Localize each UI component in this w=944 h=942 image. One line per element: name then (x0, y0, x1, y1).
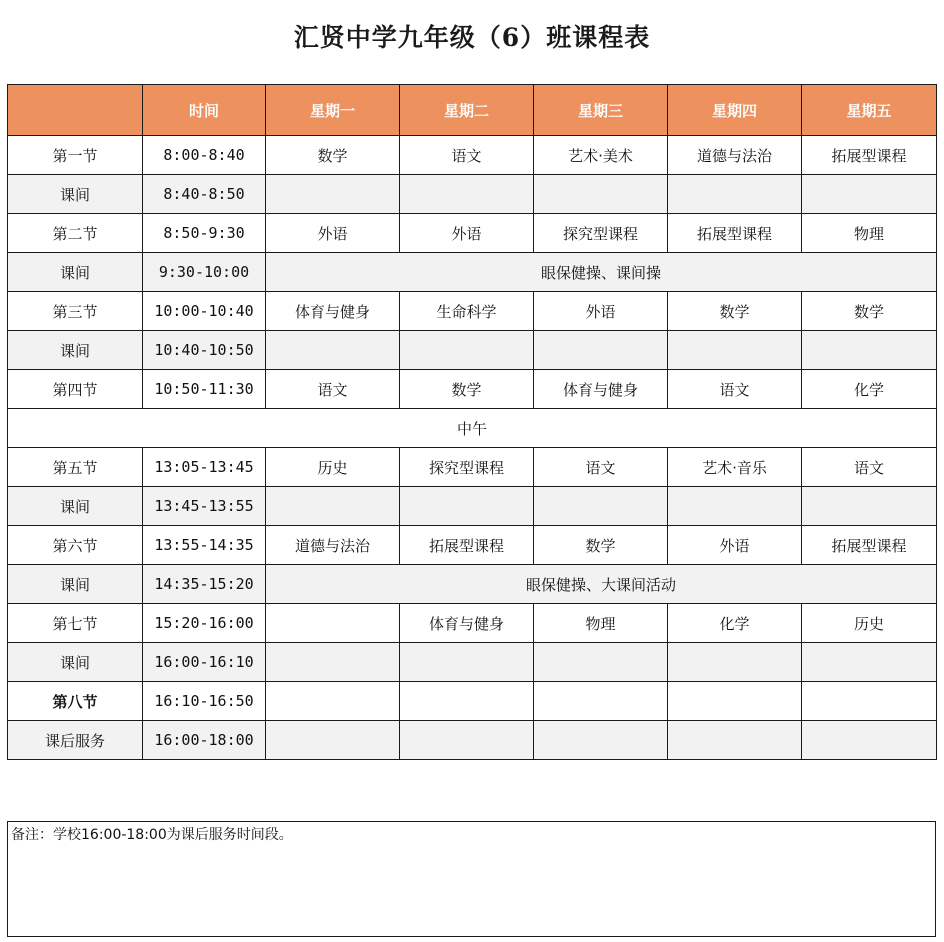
class-cell: 探究型课程 (534, 214, 668, 253)
period-time: 10:00-10:40 (143, 292, 266, 331)
class-cell (400, 643, 534, 682)
period-label: 第五节 (8, 448, 143, 487)
period-label: 第四节 (8, 370, 143, 409)
period-label: 课间 (8, 487, 143, 526)
class-cell: 艺术·音乐 (668, 448, 802, 487)
class-cell: 探究型课程 (400, 448, 534, 487)
class-cell (668, 175, 802, 214)
period-label: 课间 (8, 643, 143, 682)
header-day-fri: 星期五 (802, 85, 937, 136)
header-day-thu: 星期四 (668, 85, 802, 136)
table-row (8, 370, 937, 409)
header-day-wed: 星期三 (534, 85, 668, 136)
class-cell (802, 487, 937, 526)
class-cell: 体育与健身 (534, 370, 668, 409)
class-cell (668, 643, 802, 682)
class-cell: 物理 (534, 604, 668, 643)
class-cell: 艺术·美术 (534, 136, 668, 175)
period-label: 课间 (8, 253, 143, 292)
period-time: 16:10-16:50 (143, 682, 266, 721)
class-cell (802, 331, 937, 370)
period-label: 第三节 (8, 292, 143, 331)
table-row (8, 487, 937, 526)
class-cell (802, 721, 937, 760)
table-row (8, 448, 937, 487)
period-label: 课间 (8, 175, 143, 214)
class-cell: 语文 (534, 448, 668, 487)
period-time: 13:45-13:55 (143, 487, 266, 526)
header-time: 时间 (143, 85, 266, 136)
class-cell (802, 643, 937, 682)
class-cell (266, 682, 400, 721)
class-cell: 语文 (266, 370, 400, 409)
header-blank (8, 85, 143, 136)
period-time: 8:00-8:40 (143, 136, 266, 175)
class-cell: 拓展型课程 (802, 526, 937, 565)
class-cell: 数学 (534, 526, 668, 565)
table-row (8, 253, 937, 292)
class-cell (534, 643, 668, 682)
class-cell: 拓展型课程 (802, 136, 937, 175)
class-cell (400, 331, 534, 370)
page-title: 汇贤中学九年级（6）班课程表 (293, 23, 651, 52)
class-cell: 历史 (802, 604, 937, 643)
class-cell (668, 682, 802, 721)
header-day-mon: 星期一 (266, 85, 400, 136)
period-time: 10:40-10:50 (143, 331, 266, 370)
period-time: 8:40-8:50 (143, 175, 266, 214)
period-time: 15:20-16:00 (143, 604, 266, 643)
table-row (8, 409, 937, 448)
table-row (8, 565, 937, 604)
class-cell: 语文 (802, 448, 937, 487)
class-cell (534, 175, 668, 214)
class-cell (400, 721, 534, 760)
period-label: 课间 (8, 565, 143, 604)
period-time: 14:35-15:20 (143, 565, 266, 604)
class-cell (266, 643, 400, 682)
table-row (8, 136, 937, 175)
class-cell (266, 175, 400, 214)
class-cell (400, 487, 534, 526)
class-cell: 体育与健身 (266, 292, 400, 331)
table-row (8, 214, 937, 253)
period-label: 第二节 (8, 214, 143, 253)
class-cell: 数学 (266, 136, 400, 175)
noon-break-cell: 中午 (8, 409, 937, 448)
class-cell: 化学 (802, 370, 937, 409)
period-label: 课间 (8, 331, 143, 370)
class-cell (266, 487, 400, 526)
class-cell: 生命科学 (400, 292, 534, 331)
header-day-tue: 星期二 (400, 85, 534, 136)
table-row (8, 721, 937, 760)
class-cell (266, 331, 400, 370)
table-row (8, 292, 937, 331)
merged-activity-cell: 眼保健操、课间操 (266, 253, 937, 292)
class-cell: 物理 (802, 214, 937, 253)
class-cell: 历史 (266, 448, 400, 487)
class-cell: 外语 (266, 214, 400, 253)
class-cell (266, 604, 400, 643)
class-cell (668, 721, 802, 760)
class-cell: 数学 (668, 292, 802, 331)
class-cell (534, 331, 668, 370)
period-time: 10:50-11:30 (143, 370, 266, 409)
class-cell (266, 721, 400, 760)
class-cell (802, 682, 937, 721)
header-row (8, 85, 937, 136)
table-row (8, 526, 937, 565)
class-cell (400, 682, 534, 721)
class-cell: 语文 (400, 136, 534, 175)
period-time: 16:00-16:10 (143, 643, 266, 682)
class-cell: 道德与法治 (266, 526, 400, 565)
period-time: 9:30-10:00 (143, 253, 266, 292)
class-cell: 语文 (668, 370, 802, 409)
class-cell (668, 487, 802, 526)
class-cell (802, 175, 937, 214)
class-cell: 外语 (668, 526, 802, 565)
class-cell (400, 175, 534, 214)
class-cell: 外语 (400, 214, 534, 253)
class-cell (534, 487, 668, 526)
class-cell: 拓展型课程 (668, 214, 802, 253)
table-row (8, 682, 937, 721)
class-cell: 化学 (668, 604, 802, 643)
class-cell (668, 331, 802, 370)
class-cell: 体育与健身 (400, 604, 534, 643)
period-label: 第一节 (8, 136, 143, 175)
table-row (8, 331, 937, 370)
table-row (8, 604, 937, 643)
period-time: 13:55-14:35 (143, 526, 266, 565)
period-label: 课后服务 (8, 721, 143, 760)
period-label: 第六节 (8, 526, 143, 565)
period-time: 13:05-13:45 (143, 448, 266, 487)
merged-activity-cell: 眼保健操、大课间活动 (266, 565, 937, 604)
schedule-table (7, 84, 937, 760)
table-row (8, 175, 937, 214)
class-cell: 数学 (400, 370, 534, 409)
class-cell: 道德与法治 (668, 136, 802, 175)
class-cell (534, 682, 668, 721)
class-cell: 拓展型课程 (400, 526, 534, 565)
table-row (8, 643, 937, 682)
period-time: 16:00-18:00 (143, 721, 266, 760)
class-cell: 外语 (534, 292, 668, 331)
period-time: 8:50-9:30 (143, 214, 266, 253)
remarks-box: 备注：学校16:00-18:00为课后服务时间段。 (7, 821, 936, 937)
class-cell (534, 721, 668, 760)
period-label: 第七节 (8, 604, 143, 643)
class-cell: 数学 (802, 292, 937, 331)
period-label: 第八节 (8, 682, 143, 721)
